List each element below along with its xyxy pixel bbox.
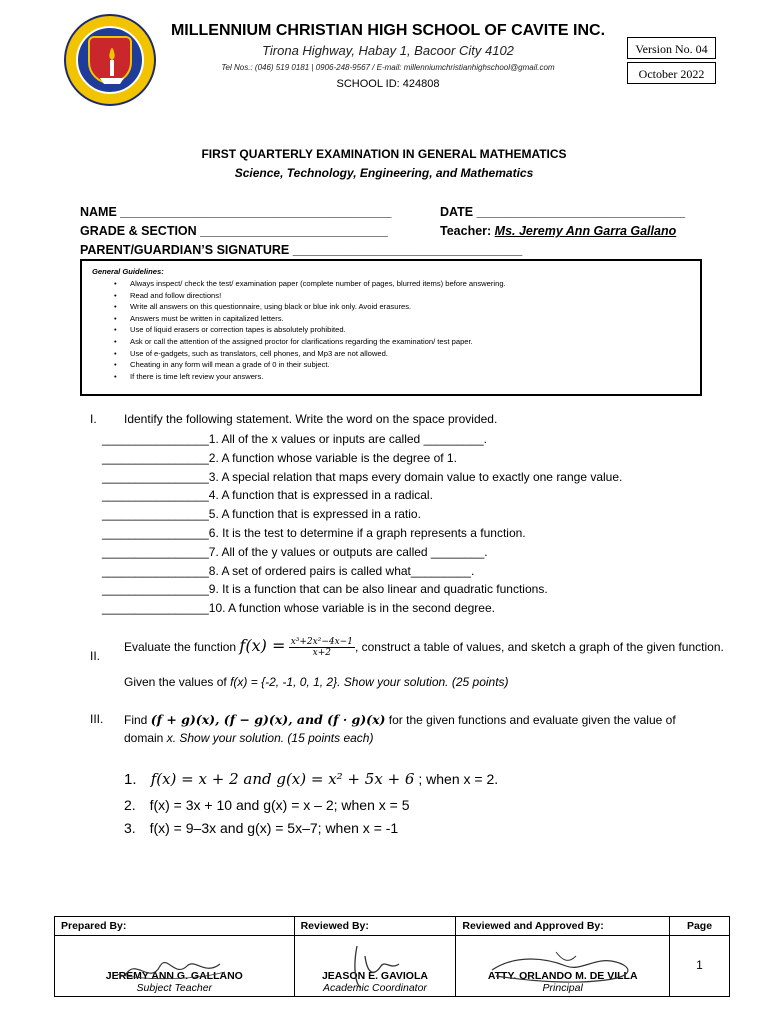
question-item: ________________1. All of the x values or inputs are called _________. [102,432,487,446]
part3-line2-plain: domain [124,731,167,745]
question-item: ________________6. It is the test to determine if a graph represents a function. [102,525,526,540]
guidelines-list [92,278,690,382]
problem-number: 3. [124,820,136,836]
version-box: Version No. 04 [627,37,716,59]
school-address: Tirona Highway, Habay 1, Bacoor City 4102 [262,43,514,58]
page-number: 1 [670,936,730,997]
school-id: SCHOOL ID: 424808 [336,78,440,90]
question-item: ________________7. All of the y values or outputs are called ________. [102,544,488,559]
guidelines-box [80,259,702,396]
part3-line2-italic: x. Show your solution. (15 points each) [166,731,374,745]
approval-table [54,916,730,997]
part2-fx: f(x) = [239,636,286,655]
guideline-item: • Always inspect/ check the test/ examination paper (complete number of pages, blurred items) before answering. [130,278,690,290]
guideline-item: • Read and follow directions! [130,290,690,302]
reviewed-signature [295,936,457,996]
part2-line2-italic: f(x) = {-2, -1, 0, 1, 2}. Show your solution. (25 points) [230,675,509,689]
problem-rest: ; when x = 2. [414,771,499,787]
approved-cell [456,936,670,997]
part2-line1 [124,636,724,658]
problem-math: f(x) = x + 2 and g(x) = x² + 5x + 6 [150,770,415,788]
logo-torch-icon [66,16,158,108]
part2-lead: Evaluate the function [124,640,240,654]
date-field: DATE ______________________________ [440,205,686,219]
part2-line2 [124,675,509,689]
guideline-item: • If there is time left review your answers. [130,371,690,383]
prepared-name: JEREMY ANN G. GALLANO [105,970,243,982]
guideline-item: • Use of e-gadgets, such as translators, cell phones, and Mp3 are not allowed. [130,348,690,360]
part2-line2-plain: Given the values of [124,675,231,689]
part3-problem-3 [124,820,398,836]
question-item: ________________5. A function that is expressed in a ratio. [102,507,421,522]
part3-problem-2 [124,797,410,813]
question-item: ________________3. A special relation that maps every domain value to exactly one range value. [102,469,623,484]
problem-rest: f(x) = 9–3x and g(x) = 5x–7; when x = -1 [149,820,399,836]
fraction-numerator: x³+2x²−4x−1 [290,637,353,648]
guideline-item: • Ask or call the attention of the assigned proctor for clarifications regarding the examination/ test paper. [130,336,690,348]
reviewed-header: Reviewed By: [294,917,456,936]
school-logo [64,14,156,106]
part1-numeral: I. [90,412,97,426]
guideline-item: • Cheating in any form will mean a grade of 0 in their subject. [130,359,690,371]
approved-signature [456,936,670,996]
part2-fraction [289,637,355,658]
guideline-item: • Answers must be written in capitalized letters. [130,313,690,325]
approved-header: Reviewed and Approved By: [456,917,670,936]
part3-numeral: III. [90,712,104,726]
grade-section-field: GRADE & SECTION ___________________________ [80,224,388,238]
school-contact: Tel Nos.: (046) 519 0181 | 0906-248-9567 / E-mail: millenniumchristianhighschool@gmail.com [221,63,555,72]
guideline-item: • Write all answers on this questionnaire, using black or blue ink only. Avoid erasures. [130,301,690,313]
part3-problem-1 [124,770,498,788]
problem-number: 2. [124,797,136,813]
problem-number: 1. [124,771,137,788]
teacher-name: Ms. Jeremy Ann Garra Gallano [494,224,677,238]
prepared-role: Subject Teacher [136,982,213,994]
part3-tail: for the given functions and evaluate given the value of [385,713,676,727]
question-item: ________________9. It is a function that can be also linear and quadratic functions. [102,582,548,597]
school-name: MILLENNIUM CHRISTIAN HIGH SCHOOL OF CAVITE INC. [170,22,606,39]
teacher-field [440,224,676,238]
part3-operations: (f + g)(x), (f − g)(x), and (f · g)(x) [150,712,386,727]
question-item: ________________2. A function whose variable is the degree of 1. [102,450,457,465]
name-field: NAME _______________________________________ [80,205,392,219]
prepared-header: Prepared By: [55,917,295,936]
guideline-item: • Use of liquid erasers or correction tapes is absolutely prohibited. [130,324,690,336]
prepared-cell [55,936,295,997]
part1-instruction: Identify the following statement. Write the word on the space provided. [124,412,498,426]
problem-rest: f(x) = 3x + 10 and g(x) = x – 2; when x = 5 [149,797,410,813]
signature-field: PARENT/GUARDIAN’S SIGNATURE _________________________________ [80,243,523,257]
guidelines-title: General Guidelines: [92,267,164,276]
exam-title: FIRST QUARTERLY EXAMINATION IN GENERAL MATHEMATICS [201,147,567,161]
version-date-box: October 2022 [627,62,716,84]
teacher-label: Teacher: [440,224,492,238]
reviewed-name: JEASON E. GAVIOLA [321,970,428,982]
reviewed-cell [294,936,456,997]
approved-name: ATTY. ORLANDO M. DE VILLA [487,970,638,982]
prepared-signature [55,936,295,996]
part2-numeral: II. [90,649,101,663]
part2-tail: , construct a table of values, and sketch a graph of the given function. [354,640,724,654]
part3-line2 [124,731,373,745]
part1-items [102,430,622,618]
question-item: ________________4. A function that is expressed in a radical. [102,488,433,503]
part3-lead: Find [124,713,151,727]
part3-line1 [124,712,676,727]
page-header: Page [670,917,730,936]
question-item: ________________8. A set of ordered pairs is called what_________. [102,563,475,578]
question-item: ________________10. A function whose variable is in the second degree. [102,601,495,616]
reviewed-role: Academic Coordinator [323,982,427,994]
fraction-denominator: x+2 [312,648,331,659]
approved-role: Principal [542,982,583,994]
exam-strand: Science, Technology, Engineering, and Mathematics [234,166,534,180]
